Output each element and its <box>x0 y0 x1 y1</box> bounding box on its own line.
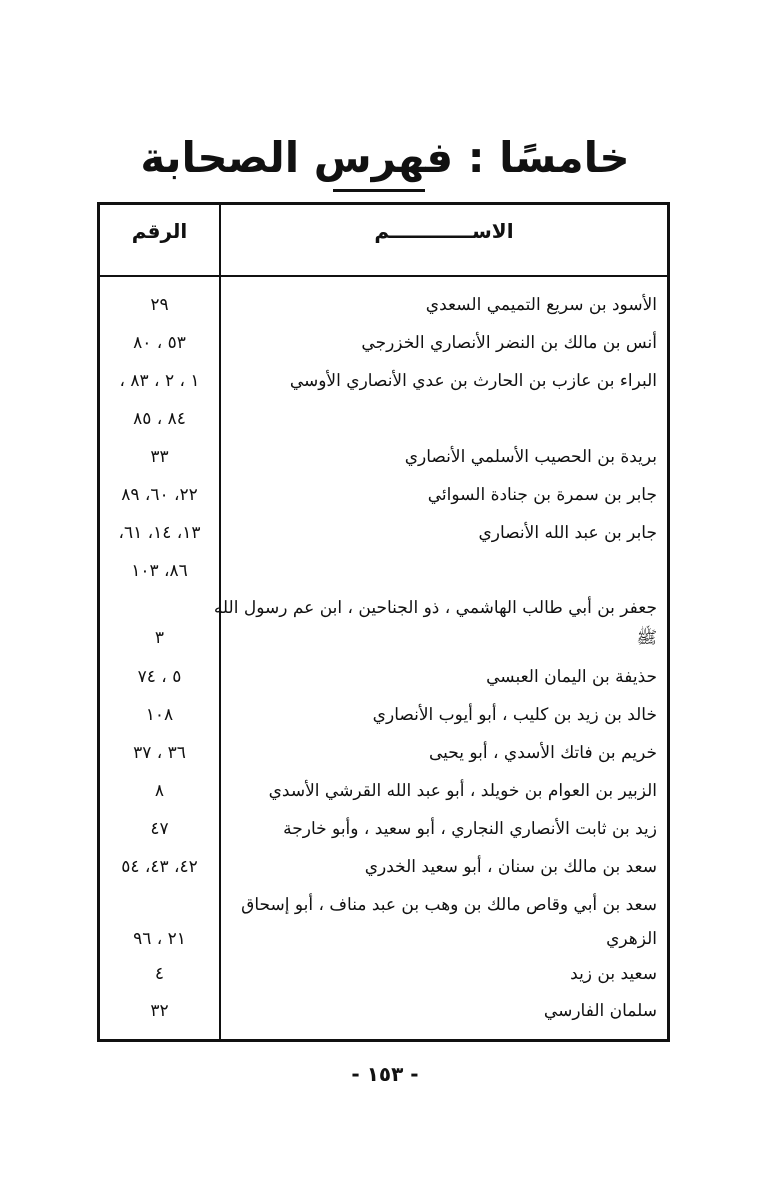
table-row <box>97 956 667 992</box>
table-row <box>97 811 667 847</box>
table-row <box>97 325 667 361</box>
page-reference: ٨٤ ، ٨٥ <box>133 409 186 429</box>
table-row <box>97 553 667 589</box>
page-reference: ٢٢، ٦٠، ٨٩ <box>121 485 198 505</box>
table-row <box>97 659 667 695</box>
page-reference: ٢١ ، ٩٦ <box>133 929 186 949</box>
header-divider <box>100 275 667 277</box>
table-row <box>97 921 667 957</box>
header-number: الرقم <box>131 219 188 243</box>
companion-name: جابر بن عبد الله الأنصاري <box>478 523 657 543</box>
table-row <box>97 515 667 551</box>
companion-name: سعد بن مالك بن سنان ، أبو سعيد الخدري <box>364 857 657 877</box>
page-number: - ١٥٣ - <box>351 1062 419 1086</box>
companion-name: جابر بن سمرة بن جنادة السوائي <box>427 485 657 505</box>
table-row <box>97 620 667 656</box>
table-row <box>97 993 667 1029</box>
table-row <box>97 287 667 323</box>
companion-name: سعيد بن زيد <box>570 964 657 984</box>
table-row <box>97 363 667 399</box>
companion-name: زيد بن ثابت الأنصاري النجاري ، أبو سعيد ، وأبو خارجة <box>283 819 657 839</box>
table-row <box>97 735 667 771</box>
page-reference: ١ ، ٢ ، ٨٣ ، <box>119 371 200 391</box>
companion-name: خالد بن زيد بن كليب ، أبو أيوب الأنصاري <box>372 705 657 725</box>
table-row <box>97 849 667 885</box>
page-title: خامسًا : فهرس الصحابة <box>140 133 630 182</box>
companion-name: البراء بن عازب بن الحارث بن عدي الأنصاري الأوسي <box>289 371 657 391</box>
page-reference: ٣ <box>154 628 165 648</box>
table-row <box>97 439 667 475</box>
companion-name: الزبير بن العوام بن خويلد ، أبو عبد الله القرشي الأسدي <box>268 781 657 801</box>
table-row <box>97 773 667 809</box>
title-underline <box>333 189 425 192</box>
companion-name: جعفر بن أبي طالب الهاشمي ، ذو الجناحين ، ابن عم رسول الله <box>213 598 657 618</box>
page-reference: ٤٢، ٤٣، ٥٤ <box>121 857 198 877</box>
page-reference: ١٠٨ <box>145 705 174 725</box>
page-reference: ٤٧ <box>150 819 169 839</box>
page-reference: ٥٣ ، ٨٠ <box>133 333 186 353</box>
page-reference: ٨ <box>154 781 165 801</box>
table-row <box>97 477 667 513</box>
companion-name: الأسود بن سريع التميمي السعدي <box>425 295 657 315</box>
page-reference: ١٣، ١٤، ٦١، <box>118 523 201 543</box>
companion-name: أنس بن مالك بن النضر الأنصاري الخزرجي <box>361 333 657 353</box>
table-row <box>97 697 667 733</box>
page-reference: ٥ ، ٧٤ <box>137 667 182 687</box>
companion-name: حذيفة بن اليمان العبسي <box>486 667 657 687</box>
companion-name: بريدة بن الحصيب الأسلمي الأنصاري <box>404 447 657 467</box>
companion-name: سلمان الفارسي <box>543 1001 657 1021</box>
header-name: الاســــــــــــم <box>374 219 514 243</box>
page-reference: ٤ <box>154 964 165 984</box>
companion-name: الزهري <box>606 929 657 949</box>
table-row <box>97 887 667 923</box>
companion-name: ﷺ <box>636 628 657 648</box>
page-reference: ٣٣ <box>150 447 169 467</box>
companion-name: سعد بن أبي وقاص مالك بن وهب بن عبد مناف ، أبو إسحاق <box>241 895 657 915</box>
page-reference: ٣٦ ، ٣٧ <box>133 743 186 763</box>
page-reference: ٣٢ <box>150 1001 169 1021</box>
page-reference: ٢٩ <box>150 295 169 315</box>
page-reference: ٨٦، ١٠٣ <box>131 561 188 581</box>
companion-name: خريم بن فاتك الأسدي ، أبو يحيى <box>428 743 657 763</box>
table-row <box>97 401 667 437</box>
